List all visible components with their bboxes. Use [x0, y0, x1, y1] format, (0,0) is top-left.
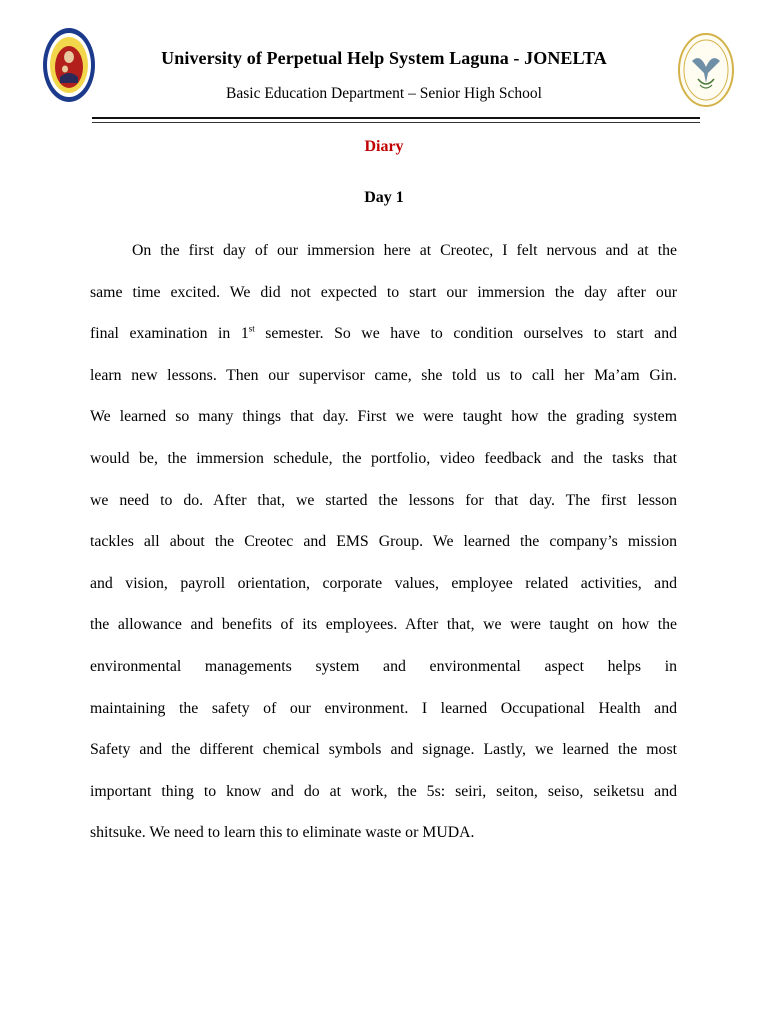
institution-title: University of Perpetual Help System Laguna - JONELTA [161, 48, 607, 68]
paragraph-line: would be, the immersion schedule, the portfolio, video feedback and the tasks that [90, 449, 677, 467]
paragraph-line: learn new lessons. Then our supervisor came, she told us to call her Ma’am Gin. [90, 366, 677, 384]
paragraph-line [90, 323, 677, 365]
university-seal-logo [42, 27, 96, 103]
paragraph-line: environmental managements system and environmental aspect helps in [90, 657, 677, 675]
line-text: semester. So we have to condition ourselves to start and [254, 325, 677, 343]
paragraph-line: shitsuke. We need to learn this to eliminate waste or MUDA. [90, 824, 475, 842]
paragraph-line: tackles all about the Creotec and EMS Group. We learned the company’s mission [90, 533, 677, 551]
paragraph-line: we need to do. After that, we started the lessons for that day. The first lesson [90, 491, 677, 509]
document-title: Diary [364, 138, 404, 155]
header-divider [92, 117, 700, 119]
paragraph-line: On the first day of our immersion here at Creotec, I felt nervous and at the [132, 242, 677, 259]
department-subtitle: Basic Education Department – Senior High School [226, 85, 542, 102]
paragraph-line: and vision, payroll orientation, corporate values, employee related activities, and [90, 574, 677, 592]
paragraph-line: the allowance and benefits of its employees. After that, we were taught on how the [90, 616, 677, 634]
paragraph-line: We learned so many things that day. First we were taught how the grading system [90, 408, 677, 426]
paragraph-line: same time excited. We did not expected to start our immersion the day after our [90, 283, 677, 301]
header-divider-thin [92, 122, 700, 123]
line-text: final examination in 1 [90, 325, 249, 343]
day-heading: Day 1 [364, 189, 404, 206]
paragraph-line: important thing to know and do at work, the 5s: seiri, seiton, seiso, seiketsu and [90, 782, 677, 800]
college-crest-logo [678, 33, 734, 107]
paragraph-line: Safety and the different chemical symbols and signage. Lastly, we learned the most [90, 741, 677, 759]
paragraph-line: maintaining the safety of our environment. I learned Occupational Health and [90, 699, 677, 717]
ordinal-suffix: st [248, 323, 255, 334]
diary-paragraph [90, 240, 677, 864]
